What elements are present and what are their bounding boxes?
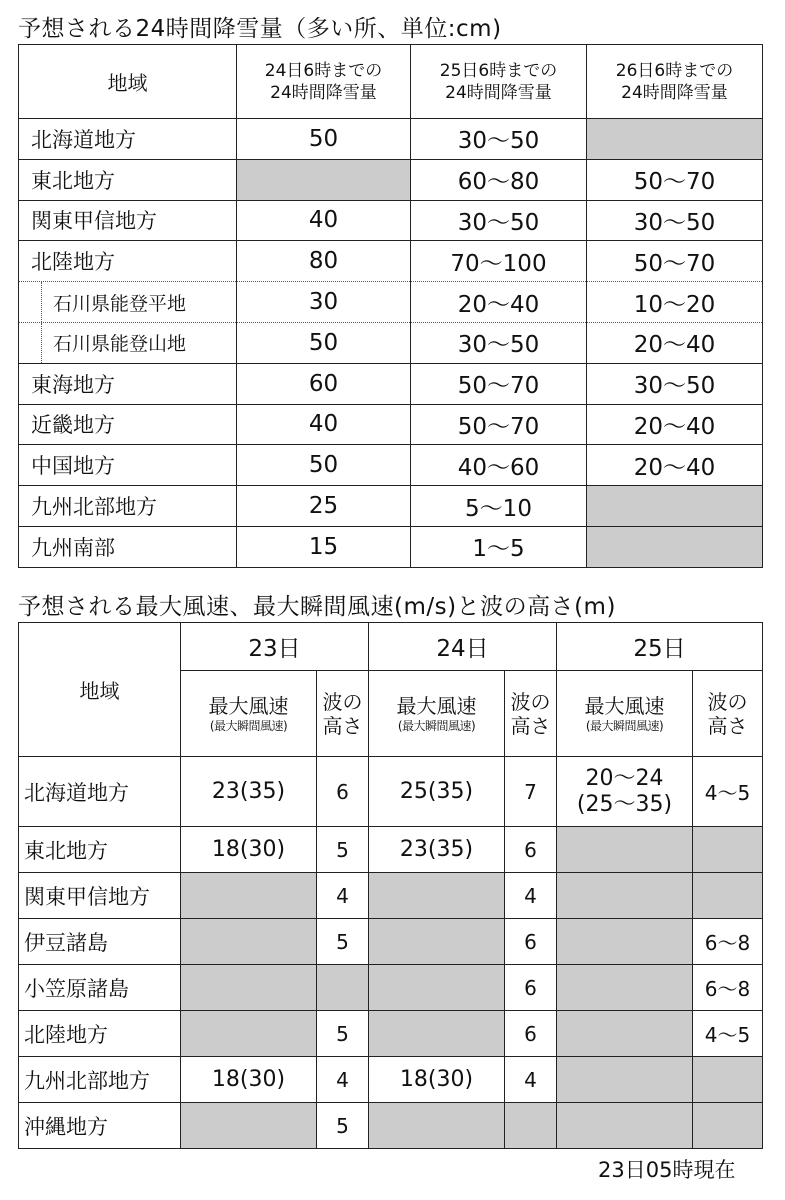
- region-cell: 伊豆諸島: [19, 919, 181, 965]
- wave-cell: 4: [317, 1057, 369, 1103]
- wave-cell: 4〜5: [693, 1011, 763, 1057]
- wave-cell: 4: [505, 873, 557, 919]
- value-cell: 50: [237, 119, 411, 160]
- empty-cell: [369, 1011, 505, 1057]
- table-row: [19, 827, 763, 873]
- value-cell: 60: [237, 363, 411, 404]
- value-cell: 30〜50: [411, 119, 587, 160]
- header-wind-line2: (最大瞬間風速): [397, 718, 476, 733]
- wave-cell: 5: [317, 919, 369, 965]
- empty-cell: [369, 873, 505, 919]
- table-row: [19, 241, 763, 282]
- empty-cell: [369, 919, 505, 965]
- header-wave-24: [505, 671, 557, 757]
- header-day25-line1: 25日6時までの: [439, 60, 558, 81]
- table-row: [19, 119, 763, 160]
- subregion-label: 石川県能登山地: [53, 333, 187, 356]
- table-row: [19, 526, 763, 567]
- table-row: [19, 159, 763, 200]
- region-cell: 九州北部地方: [19, 1057, 181, 1103]
- wave-cell: 4〜5: [693, 757, 763, 827]
- empty-cell: [181, 873, 317, 919]
- wave-cell: 6: [317, 757, 369, 827]
- table-row: [19, 486, 763, 527]
- table-row: [19, 282, 763, 323]
- wave-cell: 7: [505, 757, 557, 827]
- empty-cell: [369, 965, 505, 1011]
- wave-cell: 5: [317, 827, 369, 873]
- empty-cell: [693, 827, 763, 873]
- value-cell: 40〜60: [411, 445, 587, 486]
- value-cell: 50〜70: [587, 159, 763, 200]
- timestamp: 23日05時現在: [598, 1158, 736, 1182]
- snow-table-title: 予想される24時間降雪量（多い所、単位:cm): [18, 16, 502, 42]
- empty-cell: [587, 526, 763, 567]
- empty-cell: [237, 159, 411, 200]
- header-wind-23: [181, 671, 317, 757]
- header-wind-line2: (最大瞬間風速): [209, 718, 288, 733]
- wave-cell: 6: [505, 1011, 557, 1057]
- wave-cell: 6: [505, 919, 557, 965]
- wind-day-header-row: [19, 623, 763, 671]
- empty-cell: [587, 486, 763, 527]
- empty-cell: [693, 873, 763, 919]
- value-cell: 20〜40: [587, 445, 763, 486]
- header-wind-line1: 最大風速: [584, 693, 665, 718]
- region-cell: 北海道地方: [19, 119, 237, 160]
- header-day25: 25日: [557, 623, 763, 671]
- region-cell: 北陸地方: [19, 1011, 181, 1057]
- dotted-indent-line: [41, 323, 42, 363]
- empty-cell: [557, 965, 693, 1011]
- empty-cell: [557, 1011, 693, 1057]
- wave-cell: 5: [317, 1011, 369, 1057]
- empty-cell: [181, 1011, 317, 1057]
- value-cell: 20〜40: [411, 282, 587, 323]
- wave-cell: 4: [505, 1057, 557, 1103]
- value-cell: 20〜40: [587, 322, 763, 363]
- header-day23: 23日: [181, 623, 369, 671]
- header-wave-line1: 波の: [322, 689, 363, 714]
- value-cell: 30〜50: [587, 200, 763, 241]
- region-cell: 九州北部地方: [19, 486, 237, 527]
- region-cell: 沖縄地方: [19, 1103, 181, 1149]
- value-cell: 20〜40: [587, 404, 763, 445]
- empty-cell: [181, 965, 317, 1011]
- value-cell: 30〜50: [587, 363, 763, 404]
- table-row: [19, 965, 763, 1011]
- subregion-cell: [19, 322, 237, 363]
- empty-cell: [505, 1103, 557, 1149]
- value-cell: 40: [237, 200, 411, 241]
- header-wave-line1: 波の: [707, 689, 748, 714]
- value-cell: 50〜70: [587, 241, 763, 282]
- empty-cell: [557, 827, 693, 873]
- header-wind-25: [557, 671, 693, 757]
- header-wind-24: [369, 671, 505, 757]
- value-cell: 50〜70: [411, 404, 587, 445]
- dotted-indent-line: [41, 282, 42, 322]
- wind-cell: 25(35): [369, 757, 505, 827]
- wave-cell: 6〜8: [693, 965, 763, 1011]
- empty-cell: [557, 1057, 693, 1103]
- value-cell: 60〜80: [411, 159, 587, 200]
- value-cell: 40: [237, 404, 411, 445]
- header-day24-line1: 24日6時までの: [264, 60, 383, 81]
- value-cell: 10〜20: [587, 282, 763, 323]
- wave-cell: 5: [317, 1103, 369, 1149]
- subregion-cell: [19, 282, 237, 323]
- header-region: 地域: [19, 623, 181, 757]
- region-cell: 北陸地方: [19, 241, 237, 282]
- header-wind-line1: 最大風速: [396, 693, 477, 718]
- header-wave-25: [693, 671, 763, 757]
- region-cell: 東北地方: [19, 159, 237, 200]
- wind-table-title: 予想される最大風速、最大瞬間風速(m/s)と波の高さ(m): [18, 594, 616, 620]
- header-wave-23: [317, 671, 369, 757]
- table-row: [19, 1103, 763, 1149]
- table-row: [19, 919, 763, 965]
- empty-cell: [557, 873, 693, 919]
- table-row: [19, 757, 763, 827]
- wind-cell: 23(35): [181, 757, 317, 827]
- empty-cell: [369, 1103, 505, 1149]
- region-cell: 関東甲信地方: [19, 873, 181, 919]
- header-day24-line2: 24時間降雪量: [270, 82, 377, 103]
- value-cell: 25: [237, 486, 411, 527]
- header-wave-line2: 高さ: [707, 713, 748, 738]
- header-wind-line2: (最大瞬間風速): [585, 718, 664, 733]
- region-cell: 中国地方: [19, 445, 237, 486]
- table-row: [19, 873, 763, 919]
- wind-cell: 18(30): [369, 1057, 505, 1103]
- value-cell: 70〜100: [411, 241, 587, 282]
- empty-cell: [181, 1103, 317, 1149]
- value-cell: 30: [237, 282, 411, 323]
- header-day26-line1: 26日6時までの: [615, 60, 734, 81]
- empty-cell: [557, 919, 693, 965]
- header-day25-line2: 24時間降雪量: [445, 82, 552, 103]
- header-wave-line2: 高さ: [510, 713, 551, 738]
- empty-cell: [587, 119, 763, 160]
- table-row: [19, 363, 763, 404]
- value-cell: 5〜10: [411, 486, 587, 527]
- table-row: [19, 200, 763, 241]
- region-cell: 九州南部: [19, 526, 237, 567]
- wind-cell: [557, 757, 693, 827]
- wind-cell: 18(30): [181, 827, 317, 873]
- value-cell: 50: [237, 445, 411, 486]
- header-day24: [237, 45, 411, 119]
- wind-range-line2: (25〜35): [576, 791, 673, 817]
- wind-range-line1: 20〜24: [585, 765, 664, 791]
- value-cell: 30〜50: [411, 322, 587, 363]
- region-cell: 東北地方: [19, 827, 181, 873]
- value-cell: 15: [237, 526, 411, 567]
- region-cell: 北海道地方: [19, 757, 181, 827]
- value-cell: 50: [237, 322, 411, 363]
- region-cell: 近畿地方: [19, 404, 237, 445]
- subregion-label: 石川県能登平地: [53, 292, 187, 315]
- table-row: [19, 322, 763, 363]
- region-cell: 小笠原諸島: [19, 965, 181, 1011]
- value-cell: 30〜50: [411, 200, 587, 241]
- header-day26: [587, 45, 763, 119]
- header-wind-line1: 最大風速: [208, 693, 289, 718]
- empty-cell: [317, 965, 369, 1011]
- header-wave-line2: 高さ: [322, 713, 363, 738]
- header-region: 地域: [19, 45, 237, 119]
- header-day26-line2: 24時間降雪量: [621, 82, 728, 103]
- table-row: [19, 445, 763, 486]
- value-cell: 80: [237, 241, 411, 282]
- table-row: [19, 1011, 763, 1057]
- empty-cell: [181, 919, 317, 965]
- header-day24: 24日: [369, 623, 557, 671]
- empty-cell: [693, 1057, 763, 1103]
- value-cell: 50〜70: [411, 363, 587, 404]
- header-day25: [411, 45, 587, 119]
- empty-cell: [557, 1103, 693, 1149]
- value-cell: 1〜5: [411, 526, 587, 567]
- region-cell: 関東甲信地方: [19, 200, 237, 241]
- wave-cell: 4: [317, 873, 369, 919]
- snow-header-row: [19, 45, 763, 119]
- wave-cell: 6: [505, 827, 557, 873]
- wave-cell: 6〜8: [693, 919, 763, 965]
- wind-wave-table: [18, 622, 763, 1149]
- region-cell: 東海地方: [19, 363, 237, 404]
- snowfall-table: [18, 44, 763, 568]
- header-wave-line1: 波の: [510, 689, 551, 714]
- wave-cell: 6: [505, 965, 557, 1011]
- wind-cell: 23(35): [369, 827, 505, 873]
- wind-cell: 18(30): [181, 1057, 317, 1103]
- table-row: [19, 404, 763, 445]
- empty-cell: [693, 1103, 763, 1149]
- table-row: [19, 1057, 763, 1103]
